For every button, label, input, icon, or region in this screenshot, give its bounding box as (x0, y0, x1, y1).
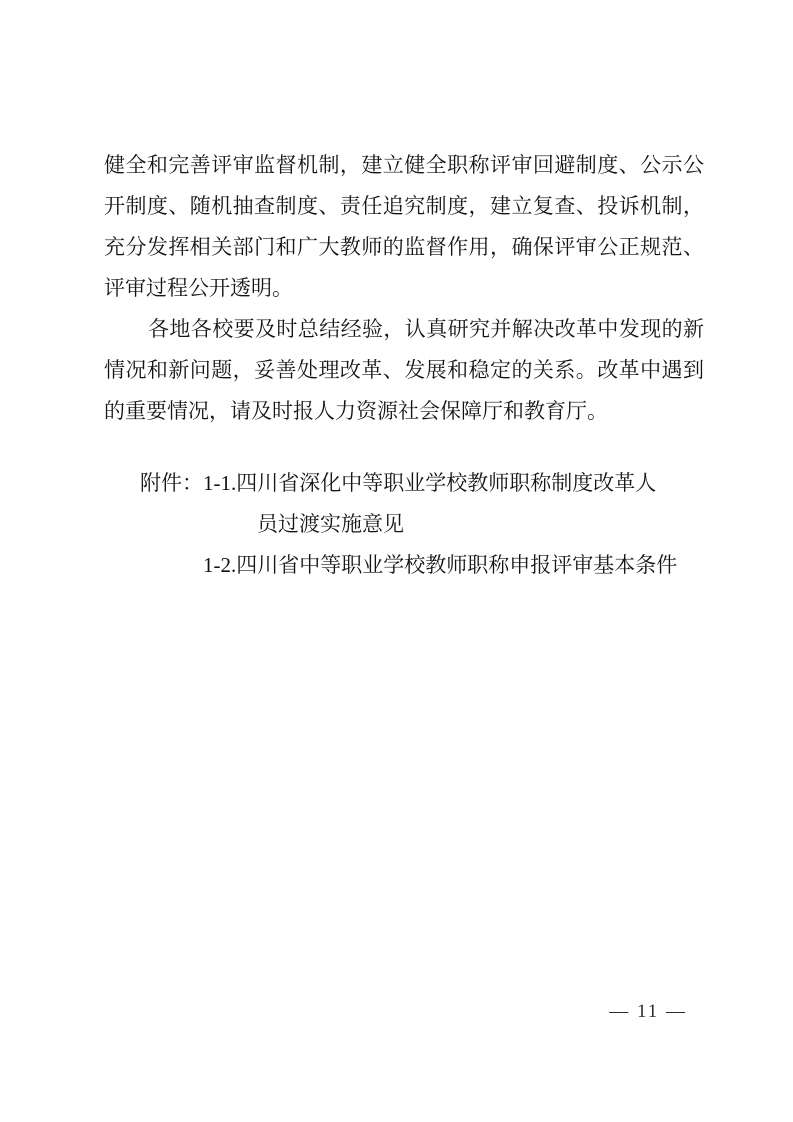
text-line: 开制度、随机抽查制度、责任追究制度，建立复查、投诉机制， (104, 194, 704, 218)
text-line: 各地各校要及时总结经验，认真研究并解决改革中发现的新 (148, 317, 704, 341)
text-line: 健全和完善评审监督机制，建立健全职称评审回避制度、公示公 (104, 153, 704, 177)
attachment-list (104, 463, 704, 586)
attachment-item-1-text: 1-1.四川省深化中等职业学校教师职称制度改革人 (203, 471, 657, 495)
attachment-label: 附件： (140, 471, 203, 495)
text-line: 充分发挥相关部门和广大教师的监督作用，确保评审公正规范、 (104, 235, 704, 259)
text-line: 的重要情况，请及时报人力资源社会保障厅和教育厅。 (104, 399, 608, 423)
attachment-item-1-line-1 (140, 463, 704, 504)
text-line: 情况和新问题，妥善处理改革、发展和稳定的关系。改革中遇到 (104, 358, 704, 382)
attachment-item-1-line-2: 员过渡实施意见 (257, 512, 404, 536)
attachment-item-2: 1-2.四川省中等职业学校教师职称申报评审基本条件 (203, 553, 678, 577)
document-body (104, 145, 704, 586)
page-number: — 11 — (609, 1001, 687, 1022)
paragraph-2 (104, 309, 704, 432)
text-line: 评审过程公开透明。 (104, 276, 293, 300)
paragraph-1 (104, 145, 704, 309)
